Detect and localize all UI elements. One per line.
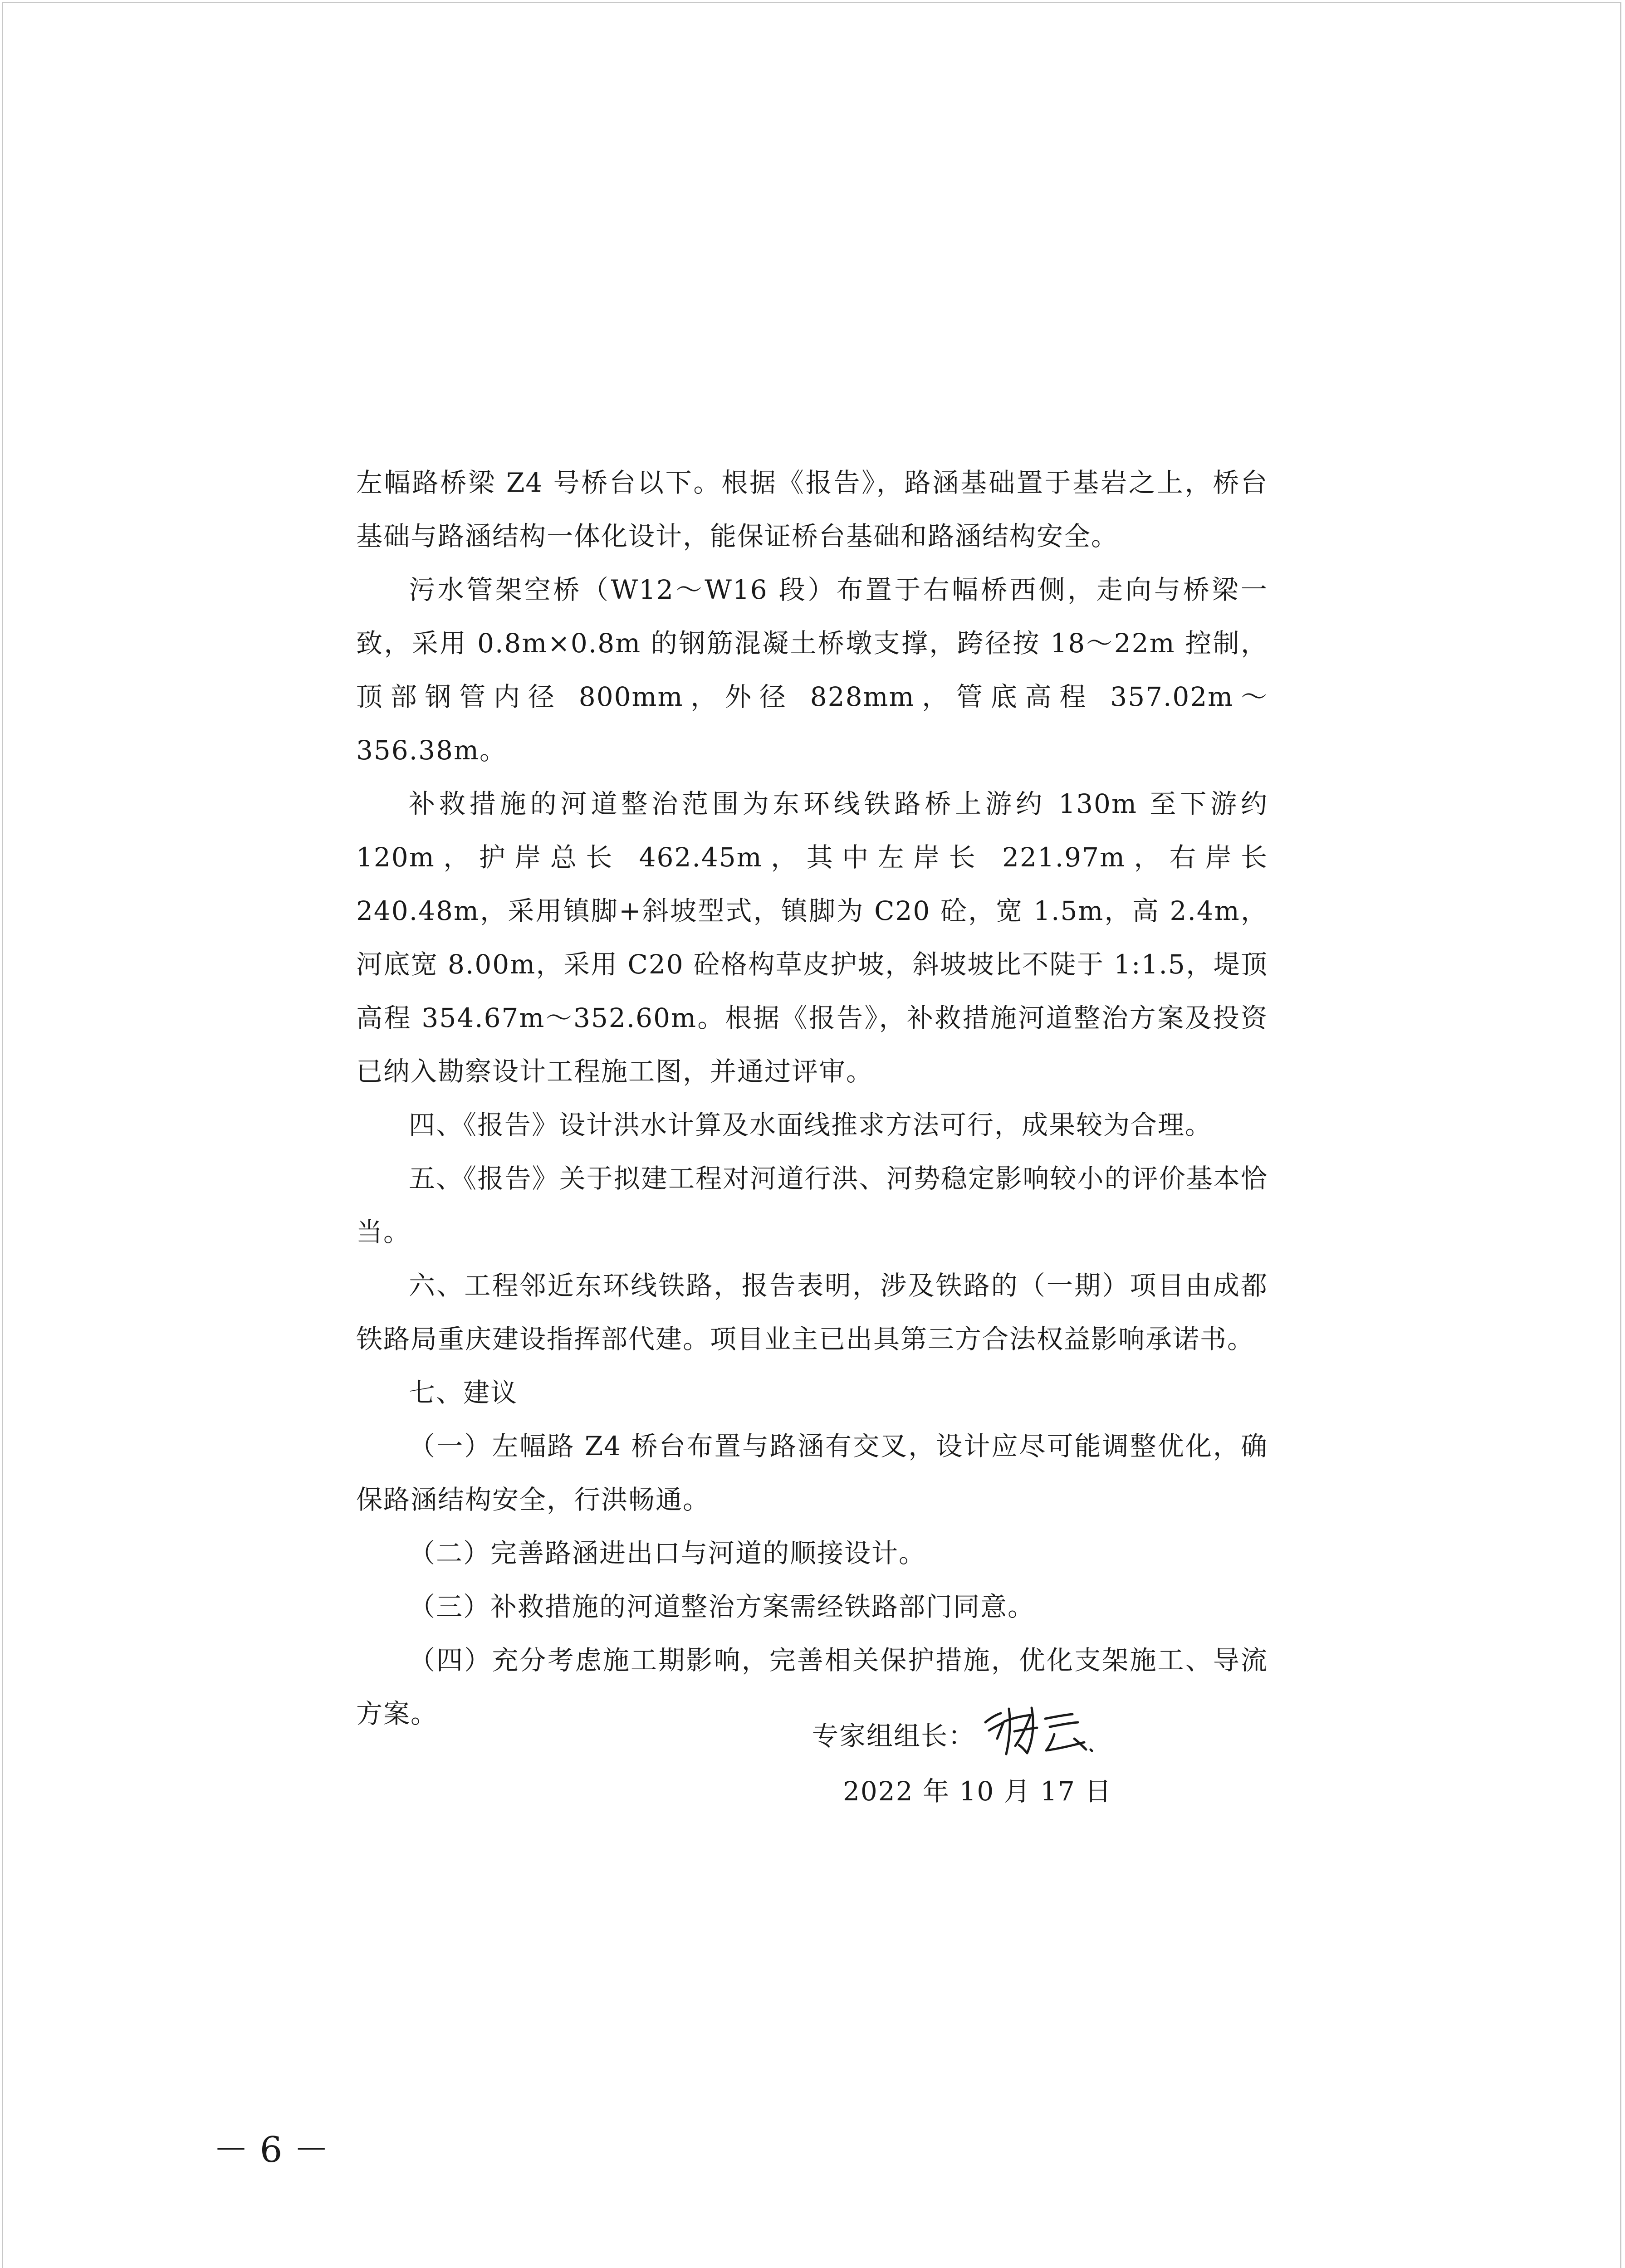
paragraph-continuation: 左幅路桥梁 Z4 号桥台以下。根据《报告》，路涵基础置于基岩之上，桥台基础与路涵结构一体化设计，能保证桥台基础和路涵结构安全。 — [356, 467, 1268, 552]
suggestion-four: （四）充分考虑施工期影响，完善相关保护措施，优化支架施工、导流方案。 — [356, 1645, 1268, 1729]
paragraph-item-six: 六、工程邻近东环线铁路，报告表明，涉及铁路的（一期）项目由成都铁路局重庆建设指挥部代建。项目业主已出具第三方合法权益影响承诺书。 — [356, 1270, 1268, 1354]
paragraph-item-five: 五、《报告》关于拟建工程对河道行洪、河势稳定影响较小的评价基本恰当。 — [356, 1163, 1268, 1247]
signature-block — [812, 1709, 1127, 1763]
suggestion-one: （一）左幅路 Z4 桥台布置与路涵有交叉，设计应尽可能调整优化，确保路涵结构安全，行洪畅通。 — [356, 1431, 1268, 1515]
signature-label: 专家组组长： — [812, 1721, 976, 1751]
paragraph-sewage-bridge: 污水管架空桥（W12～W16 段）布置于右幅桥西侧，走向与桥梁一致，采用 0.8m×0.8m 的钢筋混凝土桥墩支撑，跨径按 18～22m 控制，顶部钢管内径 800mm，外径 828mm，管底高程 357.02m～356.38m。 — [356, 574, 1268, 766]
suggestion-two: （二）完善路涵进出口与河道的顺接设计。 — [409, 1538, 926, 1569]
handwritten-signature — [977, 1695, 1127, 1763]
page-number: － 6 － — [213, 2130, 329, 2170]
section-heading-suggestions: 七、建议 — [409, 1377, 518, 1408]
paragraph-item-four: 四、《报告》设计洪水计算及水面线推求方法可行，成果较为合理。 — [409, 1110, 1213, 1140]
suggestion-three: （三）补救措施的河道整治方案需经铁路部门同意。 — [409, 1591, 1035, 1622]
document-body — [356, 456, 1268, 1740]
paragraph-river-regulation: 补救措施的河道整治范围为东环线铁路桥上游约 130m 至下游约 120m，护岸总长 462.45m，其中左岸长 221.97m，右岸长 240.48m，采用镇脚+斜坡型式，镇脚为 C20 砼，宽 1.5m，高 2.4m，河底宽 8.00m，采用 C20 砼格构草皮护坡，斜坡坡比不陡于 1:1.5，堤顶高程 354.67m～352.60m。根据《报告》，补救措施河道整治方案及投资已纳入勘察设计工程施工图，并通过评审。 — [356, 788, 1268, 1087]
signature-date: 2022 年 10 月 17 日 — [843, 1776, 1112, 1807]
